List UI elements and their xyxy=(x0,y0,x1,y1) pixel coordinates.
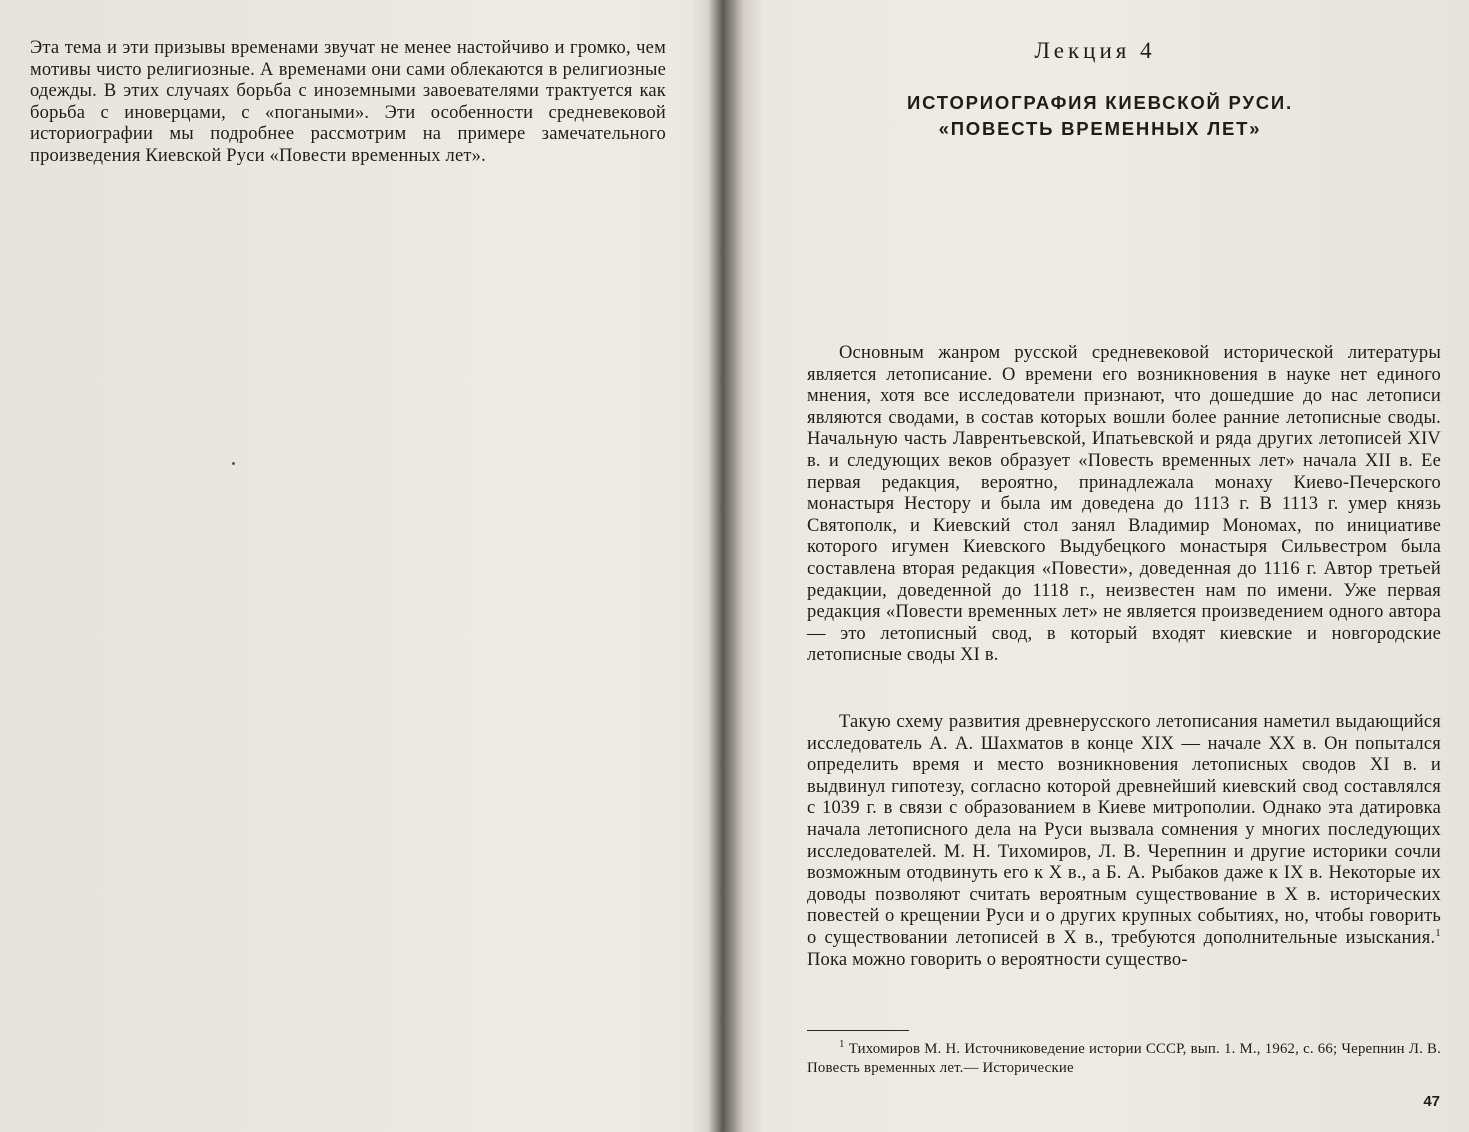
chapter-title-line-1: ИСТОРИОГРАФИЯ КИЕВСКОЙ РУСИ. xyxy=(907,92,1293,113)
left-page xyxy=(0,0,720,1132)
chapter-title-line-2: «ПОВЕСТЬ ВРЕМЕННЫХ ЛЕТ» xyxy=(938,118,1262,139)
footnote-reference-mark: 1 xyxy=(1435,926,1441,939)
footnote-mark: 1 xyxy=(839,1038,845,1051)
body-paragraph-2-main: Такую схему развития древнерусского летописания наметил выдающийся исследователь А. А. Шахматов в конце XIX — начале XX в. Он попытался определить время и место возникновения летописных сводов XI в. и выдвинул гипотезу, согласно которой древнейший киевский свод составлялся с 1039 г. в связи с образованием в Киеве митрополии. Однако эта датировка начала летописного дела на Руси вызвала сомнения у многих последующих исследователей. М. Н. Тихомиров, Л. В. Черепнин и другие историки сочли возможным отодвинуть его к X в., а Б. А. Рыбаков даже к IX в. Некоторые их доводы позволяют считать вероятным существование в X в. исторических повестей о крещении Руси и о других крупных событиях, но, чтобы говорить о существовании летописей в X в., требуются дополнительные изыскания. xyxy=(807,712,1441,948)
footnote-divider xyxy=(807,1030,909,1031)
page-number: 47 xyxy=(1423,1093,1440,1110)
body-paragraph-2-tail: Пока можно говорить о вероятности существо- xyxy=(807,949,1188,970)
lecture-label: Лекция 4 xyxy=(1034,38,1156,63)
body-paragraph-2 xyxy=(807,712,1441,971)
footnote xyxy=(807,1040,1441,1078)
left-page-paragraph: Эта тема и эти призывы временами звучат не менее настойчиво и громко, чем мотивы чисто религиозные. А временами они сами облекаются в религиозные одежды. В этих случаях борьба с иноземными завоевателями трактуется как борьба с иноверцами, с «погаными». Эти особенности средневековой историографии мы подробнее рассмотрим на примере замечательного произведения Киевской Руси «Повести временных лет». xyxy=(30,38,666,166)
footnote-text: Тихомиров М. Н. Источниковедение истории СССР, вып. 1. М., 1962, с. 66; Черепнин Л. В. Повесть временных лет.— Исторические xyxy=(807,1041,1441,1076)
ink-speck xyxy=(232,462,235,465)
chapter-title xyxy=(800,90,1400,142)
right-page xyxy=(740,0,1469,1132)
body-paragraph-1: Основным жанром русской средневековой исторической литературы является летописание. О времени его возникновения в науке нет единого мнения, хотя все исследователи признают, что дошедшие до нас летописи являются сводами, в состав которых вошли более ранние летописные своды. Начальную часть Лаврентьевской, Ипатьевской и ряда других летописей XIV в. и следующих веков образует «Повесть временных лет» начала XII в. Ее первая редакция, вероятно, принадлежала монаху Киево-Печерского монастыря Нестору и была им доведена до 1113 г. В 1113 г. умер князь Святополк, и Киевский стол занял Владимир Мономах, по инициативе которого игумен Киевского Выдубецкого монастыря Сильвестром была составлена вторая редакция «Повести», доведенная до 1116 г. Автор третьей редакции, доведенной до 1118 г., неизвестен нам по имени. Уже первая редакция «Повести временных лет» не является произведением одного автора — это летописный свод, в который входят киевские и новгородские летописные своды XI в. xyxy=(807,343,1441,666)
